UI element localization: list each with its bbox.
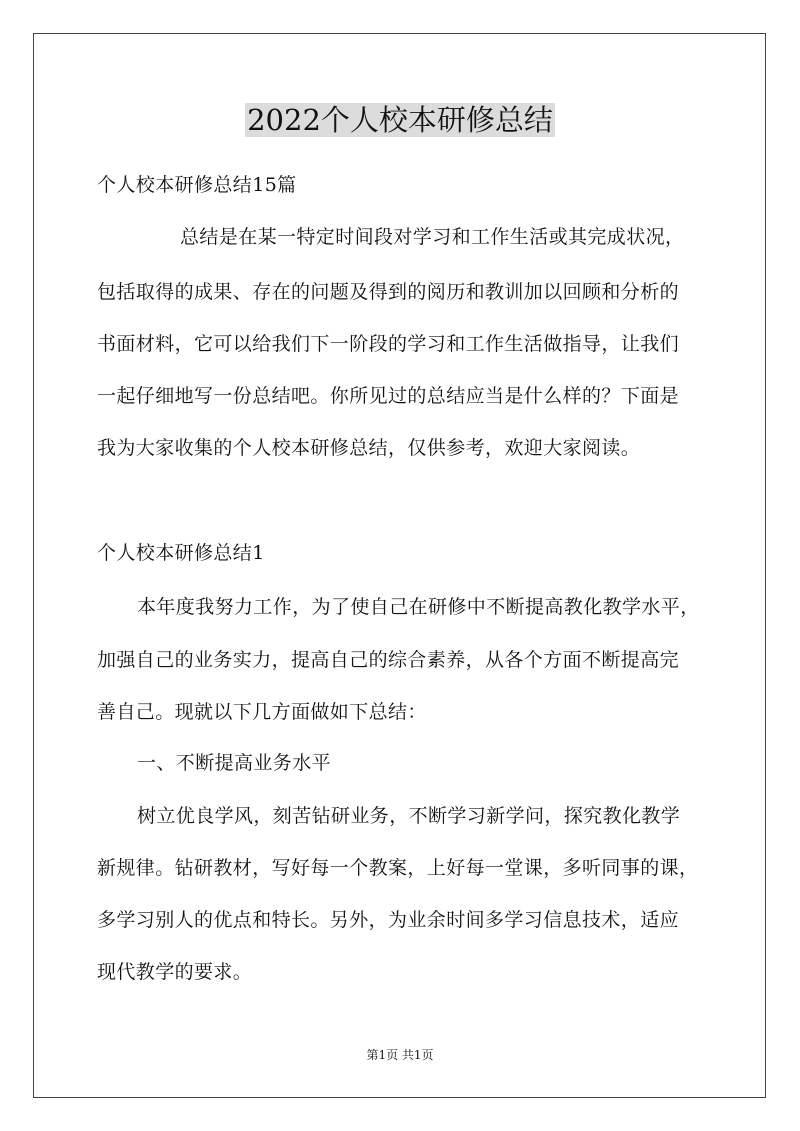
section1-para2-line-2: 新规律。钻研教材，写好每一个教案，上好每一堂课，多听同事的课，: [97, 857, 699, 879]
section-heading: 个人校本研修总结1: [97, 542, 265, 564]
section1-para1-line-2: 加强自己的业务实力，提高自己的综合素养，从各个方面不断提高完: [97, 649, 680, 671]
section1-para1-line-3: 善自己。现就以下几方面做如下总结：: [97, 701, 427, 723]
intro-line-4: 一起仔细地写一份总结吧。你所见过的总结应当是什么样的？下面是: [97, 385, 680, 407]
section1-para2-line-4: 现代教学的要求。: [97, 961, 253, 983]
document-title: [0, 98, 800, 142]
section1-para2-line-3: 多学习别人的优点和特长。另外，为业余时间多学习信息技术，适应: [97, 909, 680, 931]
section1-para2-line-1: 树立优良学风，刻苦钻研业务，不断学习新学问，探究教化教学: [137, 805, 681, 827]
page-footer: 第1页 共1页: [366, 1048, 434, 1062]
intro-line-5: 我为大家收集的个人校本研修总结，仅供参考，欢迎大家阅读。: [97, 437, 641, 459]
section1-para1-line-1: 本年度我努力工作，为了使自己在研修中不断提高教化教学水平，: [137, 596, 700, 618]
intro-line-2: 包括取得的成果、存在的问题及得到的阅历和教训加以回顾和分析的: [97, 281, 680, 303]
subheading-1: 一、不断提高业务水平: [137, 752, 332, 774]
intro-line-3: 书面材料，它可以给我们下一阶段的学习和工作生活做指导，让我们: [97, 333, 680, 355]
document-subtitle: 个人校本研修总结15篇: [97, 174, 297, 196]
intro-line-1: 总结是在某一特定时间段对学习和工作生活或其完成状况，: [180, 226, 685, 248]
document-title-text: 2022个人校本研修总结: [247, 103, 553, 137]
